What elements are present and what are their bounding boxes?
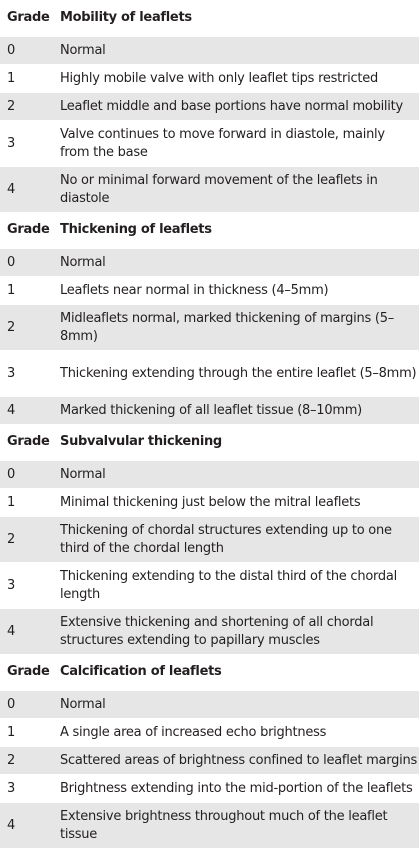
table-row bbox=[0, 65, 419, 93]
grade-cell: 0 bbox=[0, 691, 56, 719]
description-cell: Scattered areas of brightness confined to leaflet margins bbox=[56, 747, 419, 775]
description-cell: Extensive brightness throughout much of the leaflet tissue bbox=[56, 803, 419, 848]
description-cell: Highly mobile valve with only leaflet tips restricted bbox=[56, 65, 419, 93]
section-header bbox=[0, 0, 419, 37]
description-cell: Marked thickening of all leaflet tissue (8–10mm) bbox=[56, 397, 419, 425]
grade-cell: 1 bbox=[0, 277, 56, 305]
grade-cell: 4 bbox=[0, 397, 56, 425]
section-title: Thickening of leaflets bbox=[56, 212, 419, 249]
description-cell: Normal bbox=[56, 249, 419, 277]
grade-cell: 1 bbox=[0, 65, 56, 93]
grade-cell: 3 bbox=[0, 351, 56, 397]
grade-cell: 4 bbox=[0, 609, 56, 655]
table-row bbox=[0, 37, 419, 65]
description-cell: Thickening extending to the distal third of the chordal length bbox=[56, 563, 419, 609]
grade-cell: 1 bbox=[0, 719, 56, 747]
grade-cell: 2 bbox=[0, 93, 56, 121]
grade-cell: 0 bbox=[0, 249, 56, 277]
grade-cell: 4 bbox=[0, 803, 56, 848]
description-cell: Thickening extending through the entire leaflet (5–8mm) bbox=[56, 351, 419, 397]
table-row bbox=[0, 775, 419, 803]
table-row bbox=[0, 277, 419, 305]
table-row bbox=[0, 719, 419, 747]
description-cell: Brightness extending into the mid-portion of the leaflets bbox=[56, 775, 419, 803]
section-header bbox=[0, 424, 419, 461]
table-row bbox=[0, 609, 419, 655]
grade-cell: 0 bbox=[0, 37, 56, 65]
description-cell: A single area of increased echo brightness bbox=[56, 719, 419, 747]
section-title: Calcification of leaflets bbox=[56, 654, 419, 691]
table-row bbox=[0, 249, 419, 277]
description-cell: Normal bbox=[56, 691, 419, 719]
table-row bbox=[0, 305, 419, 351]
grade-column-header: Grade bbox=[0, 0, 56, 37]
table-row bbox=[0, 517, 419, 563]
section-title: Subvalvular thickening bbox=[56, 424, 419, 461]
grade-cell: 4 bbox=[0, 167, 56, 213]
table-row bbox=[0, 167, 419, 213]
table-row bbox=[0, 93, 419, 121]
table-row bbox=[0, 747, 419, 775]
grade-cell: 1 bbox=[0, 489, 56, 517]
table-row bbox=[0, 461, 419, 489]
grade-column-header: Grade bbox=[0, 212, 56, 249]
description-cell: Normal bbox=[56, 37, 419, 65]
table-row bbox=[0, 563, 419, 609]
description-cell: Thickening of chordal structures extending up to one third of the chordal length bbox=[56, 517, 419, 563]
grade-cell: 3 bbox=[0, 563, 56, 609]
grade-cell: 3 bbox=[0, 775, 56, 803]
description-cell: Minimal thickening just below the mitral leaflets bbox=[56, 489, 419, 517]
grade-cell: 0 bbox=[0, 461, 56, 489]
grade-column-header: Grade bbox=[0, 424, 56, 461]
table-row bbox=[0, 803, 419, 848]
grade-cell: 2 bbox=[0, 305, 56, 351]
grade-cell: 2 bbox=[0, 517, 56, 563]
section-header bbox=[0, 212, 419, 249]
grade-column-header: Grade bbox=[0, 654, 56, 691]
description-cell: Extensive thickening and shortening of all chordal structures extending to papillary muscles bbox=[56, 609, 419, 655]
description-cell: Leaflets near normal in thickness (4–5mm) bbox=[56, 277, 419, 305]
section-header bbox=[0, 654, 419, 691]
table-row bbox=[0, 397, 419, 425]
section-title: Mobility of leaflets bbox=[56, 0, 419, 37]
description-cell: Normal bbox=[56, 461, 419, 489]
grade-cell: 2 bbox=[0, 747, 56, 775]
table-row bbox=[0, 121, 419, 167]
description-cell: Midleaflets normal, marked thickening of margins (5–8mm) bbox=[56, 305, 419, 351]
description-cell: No or minimal forward movement of the leaflets in diastole bbox=[56, 167, 419, 213]
description-cell: Leaflet middle and base portions have normal mobility bbox=[56, 93, 419, 121]
table-row bbox=[0, 351, 419, 397]
description-cell: Valve continues to move forward in diastole, mainly from the base bbox=[56, 121, 419, 167]
table-row bbox=[0, 489, 419, 517]
table-row bbox=[0, 691, 419, 719]
grade-cell: 3 bbox=[0, 121, 56, 167]
